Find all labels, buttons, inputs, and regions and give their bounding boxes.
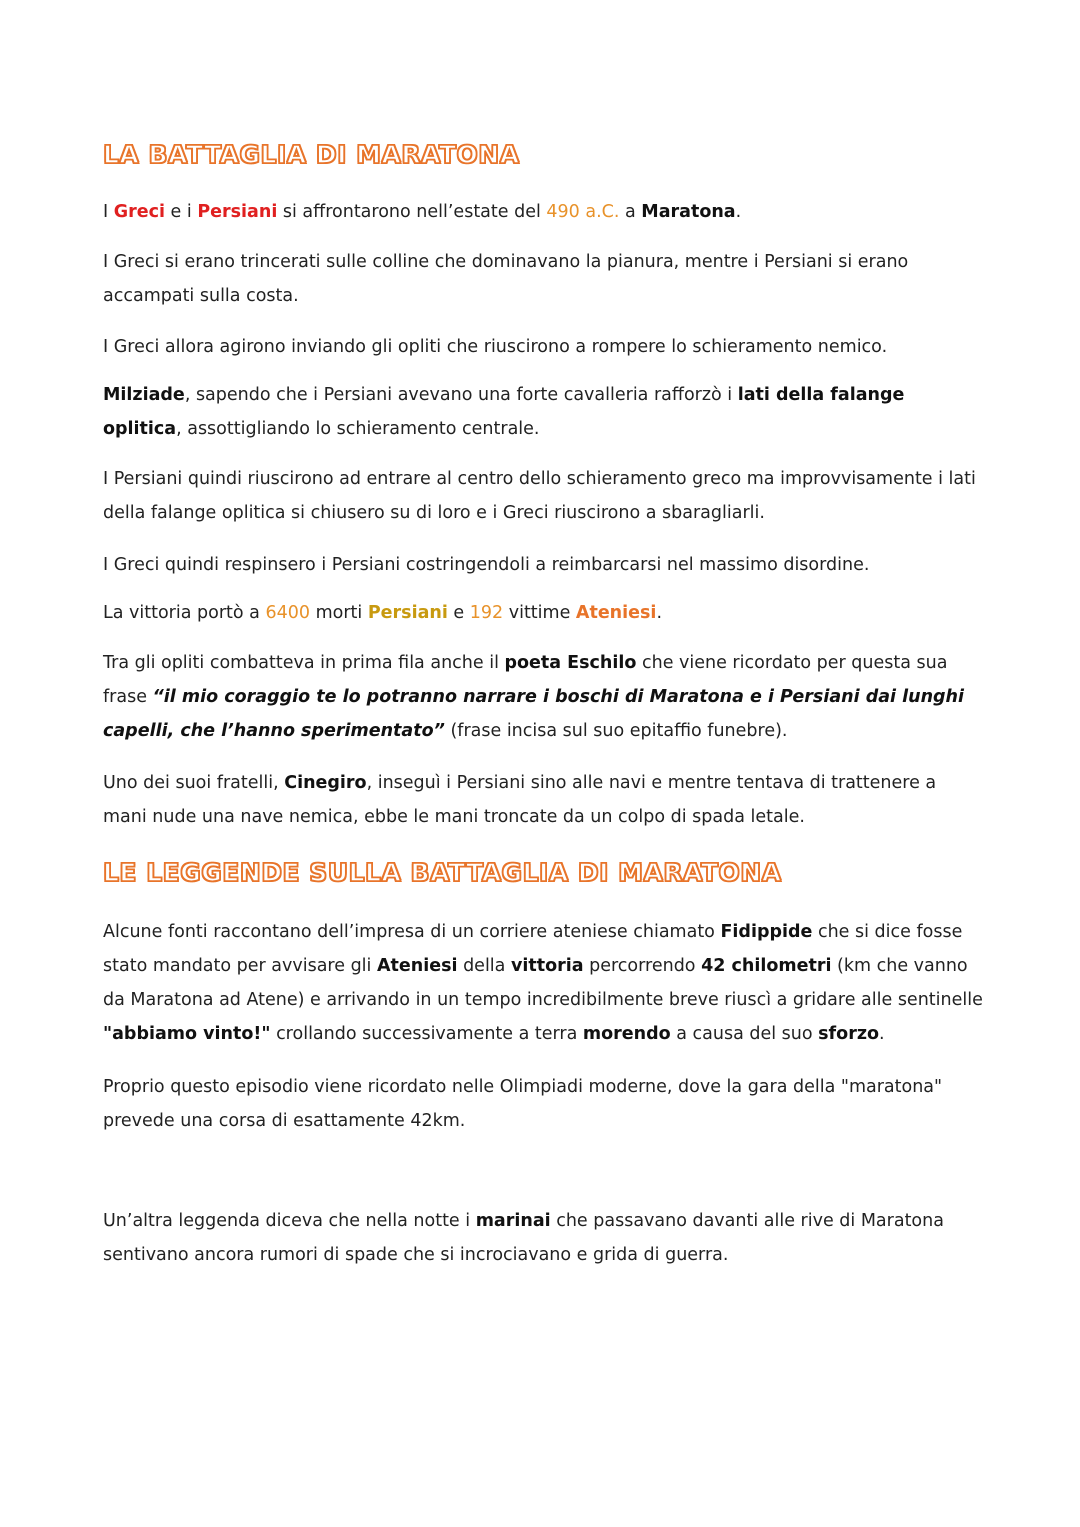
keyword-abbiamo-vinto: "abbiamo vinto!" [103, 1024, 271, 1044]
keyword-persiani: Persiani [197, 202, 278, 222]
keyword-poeta-eschilo: poeta Eschilo [504, 653, 637, 673]
keyword-cinegiro: Cinegiro [284, 773, 367, 793]
section-heading-battle: LA BATTAGLIA DI MARATONA [103, 140, 520, 169]
section-heading-legends: LE LEGGENDE SULLA BATTAGLIA DI MARATONA [103, 858, 782, 887]
paragraph-vittoria: La vittoria portò a 6400 morti Persiani e 192 vittime Ateniesi. [103, 603, 663, 623]
keyword-year: 490 a.C. [546, 202, 620, 222]
quote-eschilo: “il mio coraggio te lo potranno narrare i boschi di Maratona e i Persiani dai lunghi capelli, che l’hanno sperimentato” [103, 687, 965, 741]
keyword-ateniesi: Ateniesi [575, 603, 657, 623]
paragraph-fidippide: Alcune fonti raccontano dell’impresa di un corriere ateniese chiamato Fidippide che si dice fosse stato mandato per avvisare gli Ateniesi della vittoria percorrendo 42 chilometri (km che vanno da Maratona ad Atene) e arrivando in un tempo incredibilmente breve riuscì a gridare alle sentinelle "abbiamo vinto!" crollando successivamente a terra morendo a causa del suo sforzo. [103, 922, 983, 1044]
paragraph-marinai: Un’altra leggenda diceva che nella notte i marinai che passavano davanti alle rive di Maratona sentivano ancora rumori di spade che si incrociavano e grida di guerra. [103, 1211, 944, 1265]
keyword-ateniesi-2: Ateniesi [376, 956, 458, 976]
keyword-marinai: marinai [475, 1211, 551, 1231]
paragraph-positions: I Greci si erano trincerati sulle colline che dominavano la pianura, mentre i Persiani si erano accampati sulla costa. [103, 252, 909, 306]
paragraph-persiani-centro: I Persiani quindi riuscirono ad entrare al centro dello schieramento greco ma improvvisamente i lati della falange oplitica si chiusero su di loro e i Greci riuscirono a sbaragliarli. [103, 469, 976, 523]
keyword-milziade: Milziade [103, 385, 185, 405]
keyword-greci: Greci [113, 202, 165, 222]
paragraph-olimpiadi: Proprio questo episodio viene ricordato nelle Olimpiadi moderne, dove la gara della "maratona" prevede una corsa di esattamente 42km. [103, 1077, 943, 1131]
keyword-fidippide: Fidippide [720, 922, 813, 942]
keyword-persiani-morti: Persiani [367, 603, 448, 623]
paragraph-respinsero: I Greci quindi respinsero i Persiani costringendoli a reimbarcarsi nel massimo disordine. [103, 555, 870, 575]
keyword-lati-falange: lati della falange oplitica [103, 385, 905, 439]
keyword-42-chilometri: 42 chilometri [701, 956, 832, 976]
keyword-morendo: morendo [582, 1024, 671, 1044]
paragraph-eschilo: Tra gli opliti combatteva in prima fila anche il poeta Eschilo che viene ricordato per questa sua frase “il mio coraggio te lo potranno narrare i boschi di Maratona e i Persiani dai lunghi capelli, che l’hanno sperimentato” (frase incisa sul suo epitaffio funebre). [103, 653, 965, 741]
keyword-vittoria: vittoria [510, 956, 584, 976]
keyword-sforzo: sforzo [818, 1024, 880, 1044]
paragraph-cinegiro: Uno dei suoi fratelli, Cinegiro, inseguì i Persiani sino alle navi e mentre tentava di trattenere a mani nude una nave nemica, ebbe le mani troncate da un colpo di spada letale. [103, 773, 937, 827]
paragraph-opliti: I Greci allora agirono inviando gli opliti che riuscirono a rompere lo schieramento nemico. [103, 337, 888, 357]
keyword-maratona: Maratona [641, 202, 736, 222]
paragraph-milziade: Milziade, sapendo che i Persiani avevano una forte cavalleria rafforzò i lati della falange oplitica, assottigliando lo schieramento centrale. [103, 385, 905, 439]
paragraph-intro: I Greci e i Persiani si affrontarono nell’estate del 490 a.C. a Maratona. [103, 202, 742, 222]
number-192: 192 [469, 603, 504, 623]
number-6400: 6400 [265, 603, 311, 623]
